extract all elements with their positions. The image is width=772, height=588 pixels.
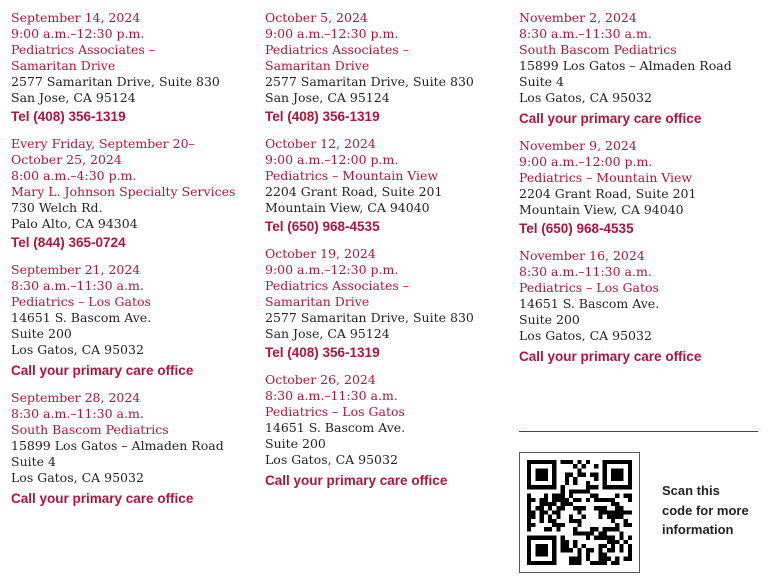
clinic-event (11, 136, 261, 251)
event-location: Samaritan Drive (265, 294, 370, 309)
event-address-line: Los Gatos, CA 95032 (519, 90, 652, 105)
clinic-event (11, 390, 261, 507)
event-location: Pediatrics – Los Gatos (265, 404, 405, 419)
event-phone[interactable]: Tel (650) 968-4535 (519, 221, 634, 236)
event-address-line: Palo Alto, CA 94304 (11, 216, 138, 231)
event-date: October 5, 2024 (265, 10, 368, 25)
event-address-line: 14651 S. Bascom Ave. (11, 310, 152, 325)
clinic-event (11, 10, 261, 125)
event-location: Pediatrics – Mountain View (265, 168, 439, 183)
event-address-line: 15899 Los Gatos – Almaden Road (11, 438, 224, 453)
event-phone[interactable]: Tel (408) 356-1319 (265, 109, 380, 124)
event-location: Mary L. Johnson Specialty Services (11, 184, 236, 199)
event-date: November 9, 2024 (519, 138, 637, 153)
scan-line-1: Scan this (662, 483, 720, 498)
event-date: October 26, 2024 (265, 372, 376, 387)
schedule-column-2 (265, 10, 515, 500)
qr-code-graphic (527, 460, 632, 565)
event-call-note: Call your primary care office (265, 473, 448, 488)
event-time: 9:00 a.m.–12:30 p.m. (265, 262, 399, 277)
event-phone[interactable]: Tel (844) 365-0724 (11, 235, 126, 250)
event-call-note: Call your primary care office (11, 491, 194, 506)
event-date: November 2, 2024 (519, 10, 637, 25)
clinic-event (519, 138, 759, 237)
event-address-line: 2204 Grant Road, Suite 201 (265, 184, 443, 199)
event-location: Pediatrics Associates – (11, 42, 155, 57)
clinic-event (265, 136, 515, 235)
event-time: 8:30 a.m.–11:30 a.m. (519, 264, 652, 279)
event-phone[interactable]: Tel (650) 968-4535 (265, 219, 380, 234)
event-location: Pediatrics Associates – (265, 278, 409, 293)
clinic-event (11, 262, 261, 379)
event-address-line: San Jose, CA 95124 (265, 326, 390, 341)
event-date: September 28, 2024 (11, 390, 141, 405)
event-date: Every Friday, September 20– (11, 136, 195, 151)
event-time: 8:30 a.m.–11:30 a.m. (11, 406, 144, 421)
event-address-line: 730 Welch Rd. (11, 200, 103, 215)
event-address-line: 14651 S. Bascom Ave. (265, 420, 406, 435)
event-phone[interactable]: Tel (408) 356-1319 (11, 109, 126, 124)
event-address-line: Suite 4 (519, 74, 564, 89)
event-address-line: Mountain View, CA 94040 (519, 202, 684, 217)
event-time: 8:30 a.m.–11:30 a.m. (11, 278, 144, 293)
event-location: Pediatrics – Los Gatos (519, 280, 659, 295)
section-divider (519, 431, 758, 432)
clinic-event (519, 10, 759, 127)
event-call-note: Call your primary care office (11, 363, 194, 378)
clinic-event (265, 372, 515, 489)
event-address-line: San Jose, CA 95124 (265, 90, 390, 105)
event-address-line: San Jose, CA 95124 (11, 90, 136, 105)
event-address-line: Suite 200 (519, 312, 580, 327)
event-address-line: 2577 Samaritan Drive, Suite 830 (265, 310, 474, 325)
clinic-event (265, 10, 515, 125)
event-date: October 12, 2024 (265, 136, 376, 151)
schedule-column-1 (11, 10, 261, 518)
event-time: 9:00 a.m.–12:00 p.m. (519, 154, 653, 169)
scan-instructions (662, 481, 762, 540)
event-address-line: Mountain View, CA 94040 (265, 200, 430, 215)
event-address-line: Suite 200 (265, 436, 326, 451)
schedule-column-3 (519, 10, 759, 376)
event-address-line: Suite 200 (11, 326, 72, 341)
scan-line-3: information (662, 522, 734, 537)
event-time: 8:00 a.m.–4:30 p.m. (11, 168, 137, 183)
event-address-line: 2204 Grant Road, Suite 201 (519, 186, 697, 201)
event-address-line: Suite 4 (11, 454, 56, 469)
event-address-line: 14651 S. Bascom Ave. (519, 296, 660, 311)
clinic-event (519, 248, 759, 365)
event-time: 9:00 a.m.–12:30 p.m. (11, 26, 145, 41)
event-address-line: Los Gatos, CA 95032 (519, 328, 652, 343)
event-date: October 19, 2024 (265, 246, 376, 261)
event-address-line: Los Gatos, CA 95032 (265, 452, 398, 467)
event-date: September 21, 2024 (11, 262, 141, 277)
event-location: Samaritan Drive (11, 58, 116, 73)
event-call-note: Call your primary care office (519, 349, 702, 364)
event-location: Pediatrics – Mountain View (519, 170, 693, 185)
event-time: 8:30 a.m.–11:30 a.m. (265, 388, 398, 403)
event-address-line: 15899 Los Gatos – Almaden Road (519, 58, 732, 73)
event-address-line: Los Gatos, CA 95032 (11, 342, 144, 357)
event-address-line: 2577 Samaritan Drive, Suite 830 (11, 74, 220, 89)
event-address-line: Los Gatos, CA 95032 (11, 470, 144, 485)
event-time: 8:30 a.m.–11:30 a.m. (519, 26, 652, 41)
event-location: South Bascom Pediatrics (11, 422, 169, 437)
event-time: 9:00 a.m.–12:30 p.m. (265, 26, 399, 41)
event-time: 9:00 a.m.–12:00 p.m. (265, 152, 399, 167)
event-location: Samaritan Drive (265, 58, 370, 73)
event-location: South Bascom Pediatrics (519, 42, 677, 57)
event-date: September 14, 2024 (11, 10, 141, 25)
scan-line-2: code for more (662, 502, 749, 518)
event-phone[interactable]: Tel (408) 356-1319 (265, 345, 380, 360)
event-address-line: 2577 Samaritan Drive, Suite 830 (265, 74, 474, 89)
clinic-event (265, 246, 515, 361)
event-call-note: Call your primary care office (519, 111, 702, 126)
event-location: Pediatrics – Los Gatos (11, 294, 151, 309)
qr-code-icon[interactable] (519, 452, 640, 573)
event-date: November 16, 2024 (519, 248, 645, 263)
event-location: Pediatrics Associates – (265, 42, 409, 57)
event-date-continued: October 25, 2024 (11, 152, 122, 167)
